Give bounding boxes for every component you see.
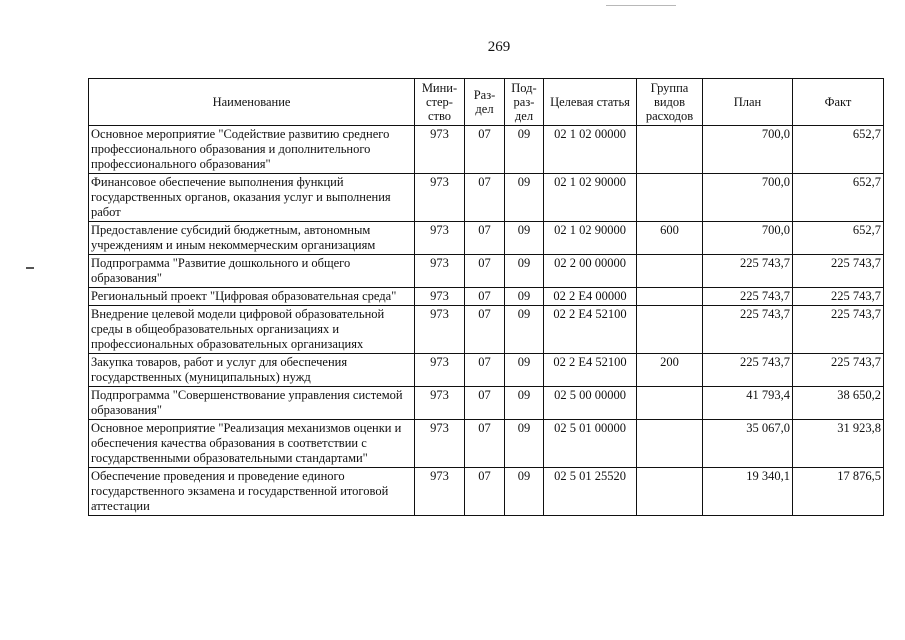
cell-subsection: 09 bbox=[505, 420, 544, 468]
cell-name: Обеспечение проведения и проведение единого государственного экзамена и государственной итоговой аттестации bbox=[89, 468, 415, 516]
cell-fact: 652,7 bbox=[793, 126, 884, 174]
cell-expense-group: 200 bbox=[637, 354, 703, 387]
table-row bbox=[89, 222, 884, 255]
header-section: Раз-дел bbox=[465, 79, 505, 126]
cell-plan: 700,0 bbox=[703, 222, 793, 255]
header-plan: План bbox=[703, 79, 793, 126]
cell-subsection: 09 bbox=[505, 255, 544, 288]
cell-subsection: 09 bbox=[505, 387, 544, 420]
cell-name: Внедрение целевой модели цифровой образовательной среды в общеобразовательных организациях и профессиональных образовательных организациях bbox=[89, 306, 415, 354]
table-row bbox=[89, 288, 884, 306]
cell-target-article: 02 1 02 90000 bbox=[544, 222, 637, 255]
cell-plan: 41 793,4 bbox=[703, 387, 793, 420]
cell-plan: 225 743,7 bbox=[703, 354, 793, 387]
header-target-article: Целевая статья bbox=[544, 79, 637, 126]
cell-ministry: 973 bbox=[415, 126, 465, 174]
cell-fact: 652,7 bbox=[793, 174, 884, 222]
cell-target-article: 02 2 E4 52100 bbox=[544, 306, 637, 354]
cell-ministry: 973 bbox=[415, 255, 465, 288]
budget-table bbox=[88, 78, 884, 516]
cell-section: 07 bbox=[465, 126, 505, 174]
header-row bbox=[89, 79, 884, 126]
cell-expense-group bbox=[637, 255, 703, 288]
cell-ministry: 973 bbox=[415, 354, 465, 387]
table-row bbox=[89, 468, 884, 516]
top-decorative-line bbox=[606, 5, 676, 6]
cell-ministry: 973 bbox=[415, 222, 465, 255]
cell-expense-group bbox=[637, 288, 703, 306]
cell-target-article: 02 5 00 00000 bbox=[544, 387, 637, 420]
table-row bbox=[89, 174, 884, 222]
cell-name: Региональный проект "Цифровая образовательная среда" bbox=[89, 288, 415, 306]
header-expense-group: Группа видов расходов bbox=[637, 79, 703, 126]
cell-target-article: 02 2 E4 52100 bbox=[544, 354, 637, 387]
cell-plan: 700,0 bbox=[703, 174, 793, 222]
cell-expense-group bbox=[637, 174, 703, 222]
table-row bbox=[89, 306, 884, 354]
cell-name: Подпрограмма "Совершенствование управления системой образования" bbox=[89, 387, 415, 420]
header-subsection: Под-раз-дел bbox=[505, 79, 544, 126]
cell-target-article: 02 1 02 00000 bbox=[544, 126, 637, 174]
cell-target-article: 02 2 00 00000 bbox=[544, 255, 637, 288]
cell-target-article: 02 5 01 25520 bbox=[544, 468, 637, 516]
cell-subsection: 09 bbox=[505, 354, 544, 387]
cell-ministry: 973 bbox=[415, 387, 465, 420]
cell-subsection: 09 bbox=[505, 222, 544, 255]
cell-name: Предоставление субсидий бюджетным, автономным учреждениям и иным некоммерческим организациям bbox=[89, 222, 415, 255]
cell-expense-group bbox=[637, 420, 703, 468]
cell-fact: 38 650,2 bbox=[793, 387, 884, 420]
cell-subsection: 09 bbox=[505, 468, 544, 516]
cell-plan: 19 340,1 bbox=[703, 468, 793, 516]
cell-fact: 17 876,5 bbox=[793, 468, 884, 516]
cell-section: 07 bbox=[465, 174, 505, 222]
cell-ministry: 973 bbox=[415, 420, 465, 468]
cell-plan: 700,0 bbox=[703, 126, 793, 174]
cell-ministry: 973 bbox=[415, 468, 465, 516]
header-fact: Факт bbox=[793, 79, 884, 126]
table-row bbox=[89, 420, 884, 468]
cell-subsection: 09 bbox=[505, 288, 544, 306]
cell-ministry: 973 bbox=[415, 288, 465, 306]
cell-section: 07 bbox=[465, 468, 505, 516]
cell-target-article: 02 5 01 00000 bbox=[544, 420, 637, 468]
cell-name: Закупка товаров, работ и услуг для обеспечения государственных (муниципальных) нужд bbox=[89, 354, 415, 387]
cell-fact: 652,7 bbox=[793, 222, 884, 255]
table-row bbox=[89, 354, 884, 387]
cell-plan: 225 743,7 bbox=[703, 255, 793, 288]
header-ministry: Мини-стер-ство bbox=[415, 79, 465, 126]
cell-subsection: 09 bbox=[505, 306, 544, 354]
cell-expense-group bbox=[637, 126, 703, 174]
cell-fact: 225 743,7 bbox=[793, 306, 884, 354]
cell-fact: 31 923,8 bbox=[793, 420, 884, 468]
cell-name: Основное мероприятие "Содействие развитию среднего профессионального образования и дополнительного профессионального образования" bbox=[89, 126, 415, 174]
cell-ministry: 973 bbox=[415, 306, 465, 354]
cell-section: 07 bbox=[465, 222, 505, 255]
cell-section: 07 bbox=[465, 288, 505, 306]
cell-section: 07 bbox=[465, 354, 505, 387]
margin-mark bbox=[26, 267, 34, 269]
table-row bbox=[89, 255, 884, 288]
cell-section: 07 bbox=[465, 255, 505, 288]
cell-target-article: 02 1 02 90000 bbox=[544, 174, 637, 222]
cell-target-article: 02 2 E4 00000 bbox=[544, 288, 637, 306]
cell-section: 07 bbox=[465, 387, 505, 420]
cell-plan: 225 743,7 bbox=[703, 306, 793, 354]
cell-section: 07 bbox=[465, 420, 505, 468]
cell-subsection: 09 bbox=[505, 174, 544, 222]
cell-expense-group bbox=[637, 468, 703, 516]
cell-ministry: 973 bbox=[415, 174, 465, 222]
cell-expense-group bbox=[637, 387, 703, 420]
cell-name: Финансовое обеспечение выполнения функций государственных органов, оказания услуг и выполнения работ bbox=[89, 174, 415, 222]
cell-expense-group: 600 bbox=[637, 222, 703, 255]
table-row bbox=[89, 126, 884, 174]
cell-subsection: 09 bbox=[505, 126, 544, 174]
cell-fact: 225 743,7 bbox=[793, 255, 884, 288]
cell-expense-group bbox=[637, 306, 703, 354]
cell-plan: 35 067,0 bbox=[703, 420, 793, 468]
table-row bbox=[89, 387, 884, 420]
cell-name: Основное мероприятие "Реализация механизмов оценки и обеспечения качества образования в соответствии с государственными образовательными стандартами" bbox=[89, 420, 415, 468]
cell-name: Подпрограмма "Развитие дошкольного и общего образования" bbox=[89, 255, 415, 288]
cell-fact: 225 743,7 bbox=[793, 354, 884, 387]
cell-fact: 225 743,7 bbox=[793, 288, 884, 306]
cell-plan: 225 743,7 bbox=[703, 288, 793, 306]
header-name: Наименование bbox=[89, 79, 415, 126]
page-number: 269 bbox=[487, 39, 511, 55]
cell-section: 07 bbox=[465, 306, 505, 354]
